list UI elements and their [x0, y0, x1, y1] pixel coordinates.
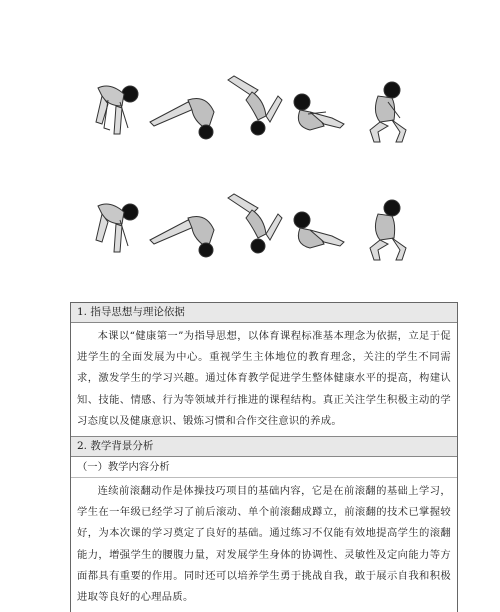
section-heading-background: 2. 教学背景分析 — [71, 436, 457, 457]
figure-pike-roll — [150, 217, 214, 258]
figure-squat-up — [370, 82, 406, 142]
subsection-heading-content-analysis: （一）教学内容分析 — [71, 457, 457, 478]
forward-roll-illustration — [88, 72, 418, 152]
forward-roll-sequence-1 — [88, 72, 418, 152]
section-body-guiding-ideas — [71, 323, 457, 436]
figure-standing-bend — [96, 204, 138, 252]
figure-pike-roll — [150, 99, 214, 140]
paragraph: 连续前滚翻动作是体操技巧项目的基础内容，它是在前滚翻的基础上学习，学生在一年级已经学习了前后滚动、单个前滚翻成蹲立，前滚翻的技术已掌握较好，为本次课的学习奠定了良好的基础。通过练习不仅能有效地提高学生的滚翻能力，增强学生的腰腹力量，对发展学生身体的协调性、灵敏性及定向能力等方面都具有重要的作用。同时还可以培养学生勇于挑战自我，敢于展示自我和积极进取等良好的心理品质。 — [77, 485, 451, 604]
section-heading-guiding-ideas: 1. 指导思想与理论依据 — [71, 303, 457, 323]
figure-tuck-roll — [294, 94, 344, 130]
figure-shoulder-stand — [228, 76, 282, 135]
forward-roll-sequence-2 — [88, 190, 418, 270]
lesson-plan-table — [70, 302, 458, 612]
figure-squat-up — [370, 200, 406, 260]
figure-tuck-roll — [294, 212, 344, 248]
forward-roll-illustration — [88, 190, 418, 270]
figure-standing-bend — [96, 86, 138, 134]
paragraph: 本课以“健康第一”为指导思想，以体育课程标准基本理念为依据，立足于促进学生的全面发展为中心。重视学生主体地位的教育理念，关注的学生不同需求，激发学生的学习兴趣。通过体育教学促进学生整体健康水平的提高，构建认知、技能、情感、行为等领域并行推进的课程结构。真正关注学生积极主动的学习态度以及健康意识、锻炼习惯和合作交往意识的养成。 — [77, 330, 451, 427]
section-body-background — [71, 478, 457, 612]
figure-shoulder-stand — [228, 194, 282, 253]
